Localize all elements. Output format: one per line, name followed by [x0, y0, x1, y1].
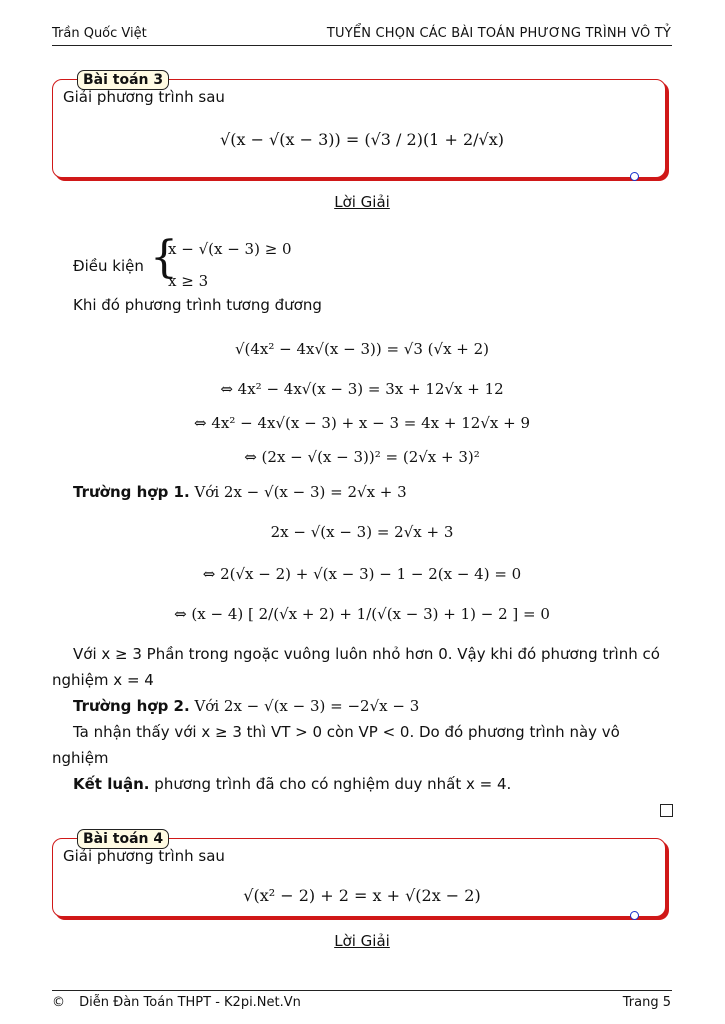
case-1-line-1: 2x − √(x − 3) = 2√x + 3	[270, 523, 454, 541]
case-1-conclusion-2: nghiệm x = 4	[52, 671, 154, 689]
equation-line-3: ⇔ 4x² − 4x√(x − 3) + x − 3 = 4x + 12√x + 9	[193, 414, 530, 432]
conclusion	[73, 771, 511, 797]
condition-line-2: x ≥ 3	[168, 272, 209, 290]
problem-3-prompt: Giải phương trình sau	[63, 88, 225, 106]
copyright-icon: ©	[52, 995, 65, 1010]
condition-label: Điều kiện	[73, 257, 144, 275]
case-1-line-2: ⇔ 2(√x − 2) + √(x − 3) − 1 − 2(x − 4) = 0	[202, 565, 522, 583]
box-corner-dot-2	[630, 911, 639, 920]
case-2-text: Với 2x − √(x − 3) = −2√x − 3	[194, 697, 420, 715]
problem-3-label: Bài toán 3	[77, 70, 169, 90]
case-2-heading	[73, 693, 419, 719]
case-1-line-3: ⇔ (x − 4) [ 2/(√x + 2) + 1/(√(x − 3) + 1) − 2 ] = 0	[174, 605, 550, 623]
case-1-label: Trường hợp 1.	[73, 483, 190, 501]
problem-3-equation: √(x − √(x − 3)) = (√3 / 2)(1 + 2/√x)	[220, 130, 504, 149]
page-number: Trang 5	[622, 995, 671, 1010]
equivalent-intro: Khi đó phương trình tương đương	[73, 296, 322, 314]
footer-rule	[52, 990, 672, 991]
solution-heading-2: Lời Giải	[334, 932, 390, 950]
condition-line-1: x − √(x − 3) ≥ 0	[168, 240, 292, 258]
problem-4-prompt: Giải phương trình sau	[63, 847, 225, 865]
case-2-label: Trường hợp 2.	[73, 697, 190, 715]
case-2-note-1: Ta nhận thấy với x ≥ 3 thì VT > 0 còn VP < 0. Do đó phương trình này vô	[73, 723, 620, 741]
case-1-heading	[73, 479, 407, 505]
box-corner-dot	[630, 172, 639, 181]
equation-line-4: ⇔ (2x − √(x − 3))² = (2√x + 3)²	[244, 448, 480, 466]
solution-heading: Lời Giải	[334, 193, 390, 211]
footer-left	[52, 995, 301, 1010]
conclusion-text: phương trình đã cho có nghiệm duy nhất x = 4.	[154, 775, 512, 793]
problem-4-equation: √(x² − 2) + 2 = x + √(2x − 2)	[243, 886, 481, 905]
equation-line-1: √(4x² − 4x√(x − 3)) = √3 (√x + 2)	[234, 340, 490, 358]
condition-brace: {	[150, 232, 178, 283]
header-rule	[52, 45, 672, 46]
qed-square	[660, 804, 673, 817]
problem-4-label: Bài toán 4	[77, 829, 169, 849]
conclusion-label: Kết luận.	[73, 775, 150, 793]
footer-site: Diễn Đàn Toán THPT - K2pi.Net.Vn	[79, 995, 301, 1010]
case-1-conclusion-1: Với x ≥ 3 Phần trong ngoặc vuông luôn nhỏ hơn 0. Vậy khi đó phương trình có	[73, 645, 660, 663]
header-author: Trần Quốc Việt	[52, 26, 147, 41]
case-1-text: Với 2x − √(x − 3) = 2√x + 3	[194, 483, 407, 501]
equation-line-2: ⇔ 4x² − 4x√(x − 3) = 3x + 12√x + 12	[220, 380, 504, 398]
case-2-note-2: nghiệm	[52, 749, 109, 767]
header-title: TUYỂN CHỌN CÁC BÀI TOÁN PHƯƠNG TRÌNH VÔ TỶ	[326, 26, 671, 41]
